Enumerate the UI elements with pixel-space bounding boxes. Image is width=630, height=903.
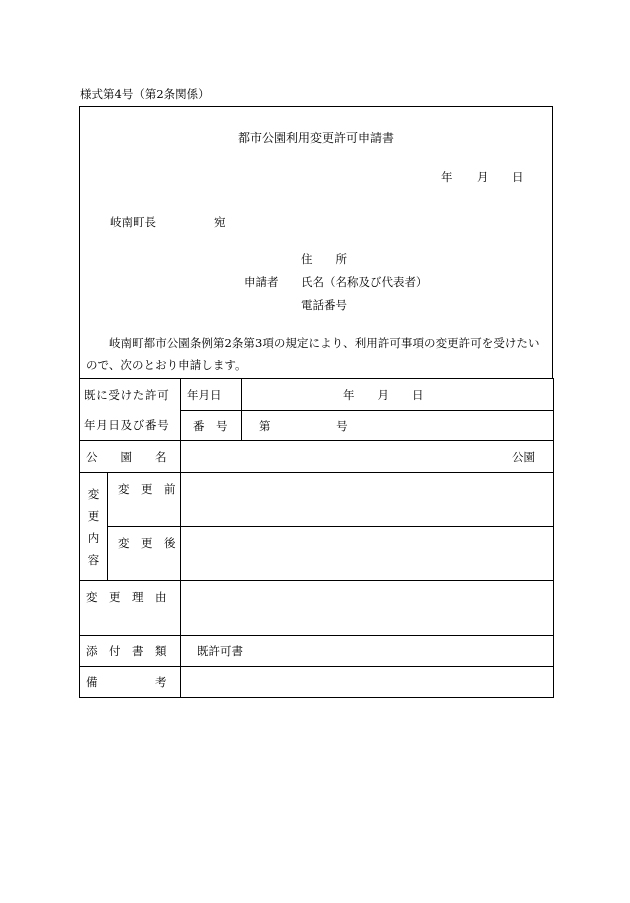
permit-date-value: 年 月 日 <box>343 387 424 402</box>
table-row <box>80 667 554 698</box>
addressee-name: 岐南町長 <box>110 215 156 229</box>
prior-permit-label-line2: 年月日及び番号 <box>84 417 170 432</box>
applicant-label: 申請者 <box>244 275 279 289</box>
before-change-cell[interactable] <box>181 473 554 527</box>
date-day-label: 日 <box>512 170 524 184</box>
change-content-char-1: 変 <box>87 486 100 501</box>
permit-date-label: 年月日 <box>181 379 242 411</box>
park-suffix: 公園 <box>512 449 535 464</box>
attachments-cell[interactable] <box>181 636 554 667</box>
park-name-cell[interactable] <box>181 441 554 473</box>
attachments-label: 添 付 書 類 <box>80 636 181 667</box>
park-name-label: 公 園 名 <box>80 441 181 473</box>
permit-number-prefix: 第 <box>259 418 271 433</box>
date-year-label: 年 <box>441 170 453 184</box>
table-row <box>80 441 554 473</box>
change-reason-cell[interactable] <box>181 581 554 636</box>
table-row <box>80 581 554 636</box>
prior-permit-label-line1: 既に受けた許可 <box>84 387 170 402</box>
addressee-suffix: 宛 <box>214 215 226 229</box>
attachments-value: 既許可書 <box>197 644 243 658</box>
application-table <box>79 378 554 698</box>
form-number: 様式第4号（第2条関係） <box>80 87 210 101</box>
permit-number-cell[interactable] <box>242 411 554 441</box>
table-row <box>80 636 554 667</box>
application-statement: 岐南町都市公園条例第2条第3項の規定により、利用許可事項の変更許可を受けたいので、次のとおり申請します。 <box>86 336 540 372</box>
page-title: 都市公園利用変更許可申請書 <box>237 131 394 145</box>
table-row <box>80 473 554 527</box>
before-change-label: 変 更 前 <box>108 473 181 527</box>
date-month-label: 月 <box>477 170 489 184</box>
table-row <box>80 379 554 411</box>
permit-number-label: 番 号 <box>181 411 242 441</box>
remarks-cell[interactable] <box>181 667 554 698</box>
prior-permit-label-cell <box>80 379 181 441</box>
application-header-frame <box>79 106 553 379</box>
change-content-char-3: 内 <box>87 530 100 545</box>
table-row <box>80 527 554 581</box>
applicant-address-label: 住 所 <box>301 252 347 266</box>
change-content-char-2: 更 <box>87 508 100 523</box>
after-change-cell[interactable] <box>181 527 554 581</box>
remarks-label: 備 考 <box>80 667 181 698</box>
applicant-name-label: 氏名（名称及び代表者） <box>301 275 428 289</box>
applicant-phone-label: 電話番号 <box>301 298 347 312</box>
change-reason-label: 変 更 理 由 <box>80 581 181 636</box>
change-content-char-4: 容 <box>87 552 100 567</box>
permit-number-suffix: 号 <box>336 418 348 433</box>
after-change-label: 変 更 後 <box>108 527 181 581</box>
permit-date-cell[interactable] <box>242 379 554 411</box>
change-content-label <box>80 473 108 581</box>
